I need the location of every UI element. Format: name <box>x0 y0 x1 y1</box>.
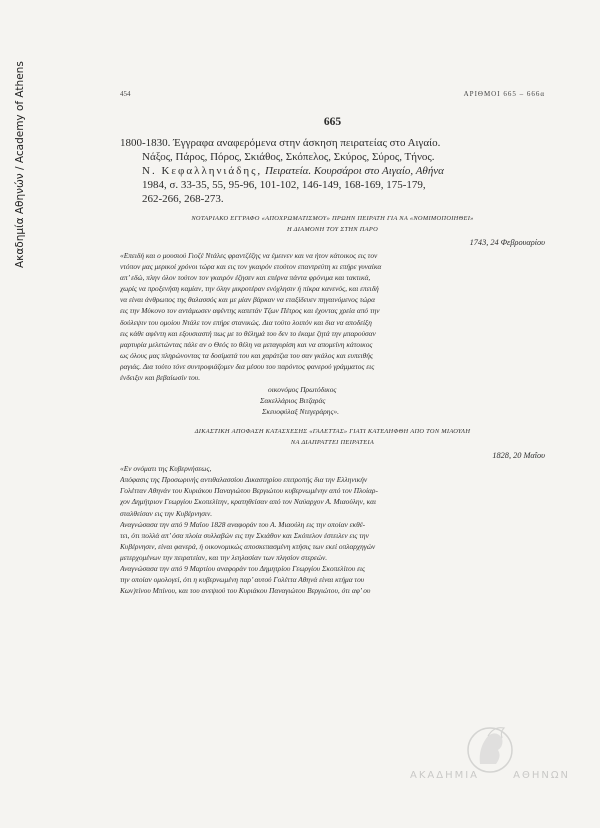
doc1-line: χωρίς να προξενήση καμίαν, την όλην μικροτέραν ενόχλησιν ή πίκρα κανενός, και επειδή <box>120 284 379 294</box>
side-stamp <box>14 38 32 268</box>
doc1-line: ραγιάς. Δια τούτο τόνε συντροφιάζομεν δια μέσου του παρόντος φανερού γράμματος εις <box>120 361 375 371</box>
doc2-line: Απόφασις της Προσωρινής αντιθαλασσίου Δικαστηρίου επιτροπής δια την Ελληνικήν <box>120 475 368 485</box>
book-page <box>120 90 545 596</box>
doc2-body <box>120 463 545 596</box>
doc1-line: εις την Μύκονο τον αντάμωσεν αφέντης καπετάν Τζων Πέτρος και έχοντας χρεία από την <box>120 306 380 316</box>
doc1-date: 1743, 24 Φεβρουαρίου <box>469 238 545 247</box>
doc1-line: «Επειδή και ο μουσιού Γιοζέ Ντάλες φραντζέζης να έμεινεν και να ήτον κάτοικος εις τον <box>120 251 378 260</box>
doc2-line: «Εν ονόματι της Κυβερνήσεως, <box>120 464 212 474</box>
doc1-body <box>120 250 545 383</box>
doc1-line: μαρτυρία μελετώντας πάλε αν ο Θεός το θέλη να μεταγυρίση και να απομείνη κάτοικος <box>120 339 373 349</box>
entry-heading-line1: 1800-1830. Έγγραφα αναφερόμενα στην άσκηση πειρατείας στο Αιγαίο. <box>120 137 441 149</box>
doc2-line: τει, ότι πολλά απ’ όσα πλοία συλλαβών εις την Σκιάθον και Σκόπελον έστειλεν εις την <box>120 530 369 540</box>
doc2-line: Κων)τίνου Μπίνου, και του ανεψιού του Κυριάκου Παναγιώτου Βεργιώτου, ότι αφ’ ου <box>120 586 371 596</box>
entry-heading-line2: Νάξος, Πάρος, Πόρος, Σκιάθος, Σκόπελος, Σκύρος, Σύρος, Τήνος. <box>142 151 435 163</box>
doc2-line: Γολέτταν Αθηνάν του Κυριάκου Παναγιώτου Βεργιώτου κυβερνωμένην από τον Πλοίαρ- <box>120 486 378 496</box>
doc1-title-line2: Η ΔΙΑΜΟΝΗ ΤΟΥ ΣΤΗΝ ΠΑΡΟ <box>286 226 378 233</box>
author-name: Ν. Κεφαλληνιάδης, <box>142 165 263 177</box>
doc2-title-line1: ΔΙΚΑΣΤΙΚΗ ΑΠΟΦΑΣΗ ΚΑΤΑΣΧΕΣΗΣ «ΓΑΛΕΤΤΑΣ» ΓΙΑΤΙ ΚΑΤΕΛΗΦΘΗ ΑΠΟ ΤΟΝ ΜΙΑΟΥΛΗ <box>194 428 471 436</box>
doc1-title <box>120 213 545 235</box>
signature: Σκευοφύλαξ Ντεγεράρης». <box>262 407 340 417</box>
doc2-line: Κυβέρνησιν, είναι φανερά, ή οικονομικώς αποσκεπασμένη κτήσις των εκεί οπλαρχηγών <box>120 541 376 551</box>
watermark-right-text: ΑΘΗΝΩΝ <box>513 770 570 781</box>
doc1-title-line1: ΝΟΤΑΡΙΑΚΟ ΕΓΓΡΑΦΟ «ΑΠΟΧΡΩΜΑΤΙΣΜΟΥ» ΠΡΩΗΝ ΠΕΙΡΑΤΗ ΓΙΑ ΝΑ «ΝΟΜΙΜΟΠΟΙΗΘΕΙ» <box>191 215 474 222</box>
doc1-line: απ’ εδώ, πλην όλον τούτον τον γκαιρόν έζησεν και επέρνα πάντα φρόνιμα και τακτικά, <box>120 273 371 283</box>
athena-head-icon <box>466 720 514 780</box>
academy-watermark <box>410 720 570 800</box>
book-title: Πειρατεία. Κουρσάροι στο Αιγαίο, Αθήνα <box>262 165 444 177</box>
doc1-line: δούλεψιν του ομοίου Ντάλε τον επήρε στανικώς. Δια τούτο λοιπόν και δια να αποδείξη <box>120 317 372 327</box>
doc2-line: Αναγνώσασα την από 9 Μαΐου 1828 αναφοράν του Α. Μιαούλη εις την οποίαν εκθέ- <box>120 519 366 529</box>
doc2-line: χον Δημήτριον Γεωργίου Σκοπελίτην, κρατηθείσαν από τον Ναύαρχον Α. Μιαούλην, και <box>120 497 377 507</box>
signature: Σακελλάριος Βιτζαράς <box>260 396 326 406</box>
doc2-date: 1828, 20 Μαΐου <box>492 451 545 461</box>
doc1-signatures <box>120 384 545 417</box>
doc2-title <box>120 426 545 448</box>
watermark-left-text: ΑΚΑΔΗΜΙΑ <box>410 770 480 781</box>
entry-heading-line3 <box>120 164 545 178</box>
running-head <box>120 90 545 104</box>
page-number: 454 <box>120 90 131 98</box>
entry-heading-line5: 262-266, 268-273. <box>142 193 224 205</box>
doc1-line: ως όλους μας πληρώνοντας τα δοσίματά του και χαράτζια του σαν γκάλος και ευπειθής <box>120 350 373 360</box>
doc1-line: εις κάθε αφέντη και εξουσιαστή πως με το θέλημά του δεν το έκαμε ζητά την μπαρούσαν <box>120 328 376 338</box>
doc1-line: ντόπον μας μερικοί χρόνοι τώρα και εις τον γκαιρόν ετούτον επαντρεύτη κι επήρε γυναίκα <box>120 262 382 272</box>
entry-heading-line4: 1984, σ. 33-35, 55, 95-96, 101-102, 146-149, 168-169, 175-179, <box>142 179 426 191</box>
doc2-line: σταλθείσαν εις την Κυβέρνησιν. <box>120 508 213 518</box>
entry-number: 665 <box>323 116 342 128</box>
doc1-line: ένδειξιν και βεβαίωσίν του. <box>120 373 201 383</box>
doc2-title-line2: ΝΑ ΔΙΑΠΡΑΤΤΕΙ ΠΕΙΡΑΤΕΙΑ <box>290 439 375 447</box>
doc2-line: την οποίαν ομολογεί, ότι η κυβερνωμένη παρ’ αυτού Γολέττα Αθηνά είναι κτήμα του <box>120 575 365 585</box>
running-title: ΑΡΙΘΜΟΙ 665 – 666α <box>463 90 545 98</box>
side-stamp-text: Ακαδημία Αθηνών / Academy of Athens <box>14 61 26 268</box>
doc2-line: Αναγνώσασα την από 9 Μαρτίου αναφοράν του Δημητρίου Γεωργίου Σκοπελίτου εις <box>120 563 366 573</box>
doc2-line: μετερχομένων την πειρατείαν, και την λεηλασίαν των πλησίον στερεών. <box>120 552 328 562</box>
doc1-line: να είναι άνθρωπος της θαλασσός και με μίαν βάρκαν να εταξίδευεν πηγαινόμενος τώρα <box>120 295 375 305</box>
signature: οικονόμος Πρωτόδικος <box>268 385 337 395</box>
entry-heading <box>120 136 545 206</box>
